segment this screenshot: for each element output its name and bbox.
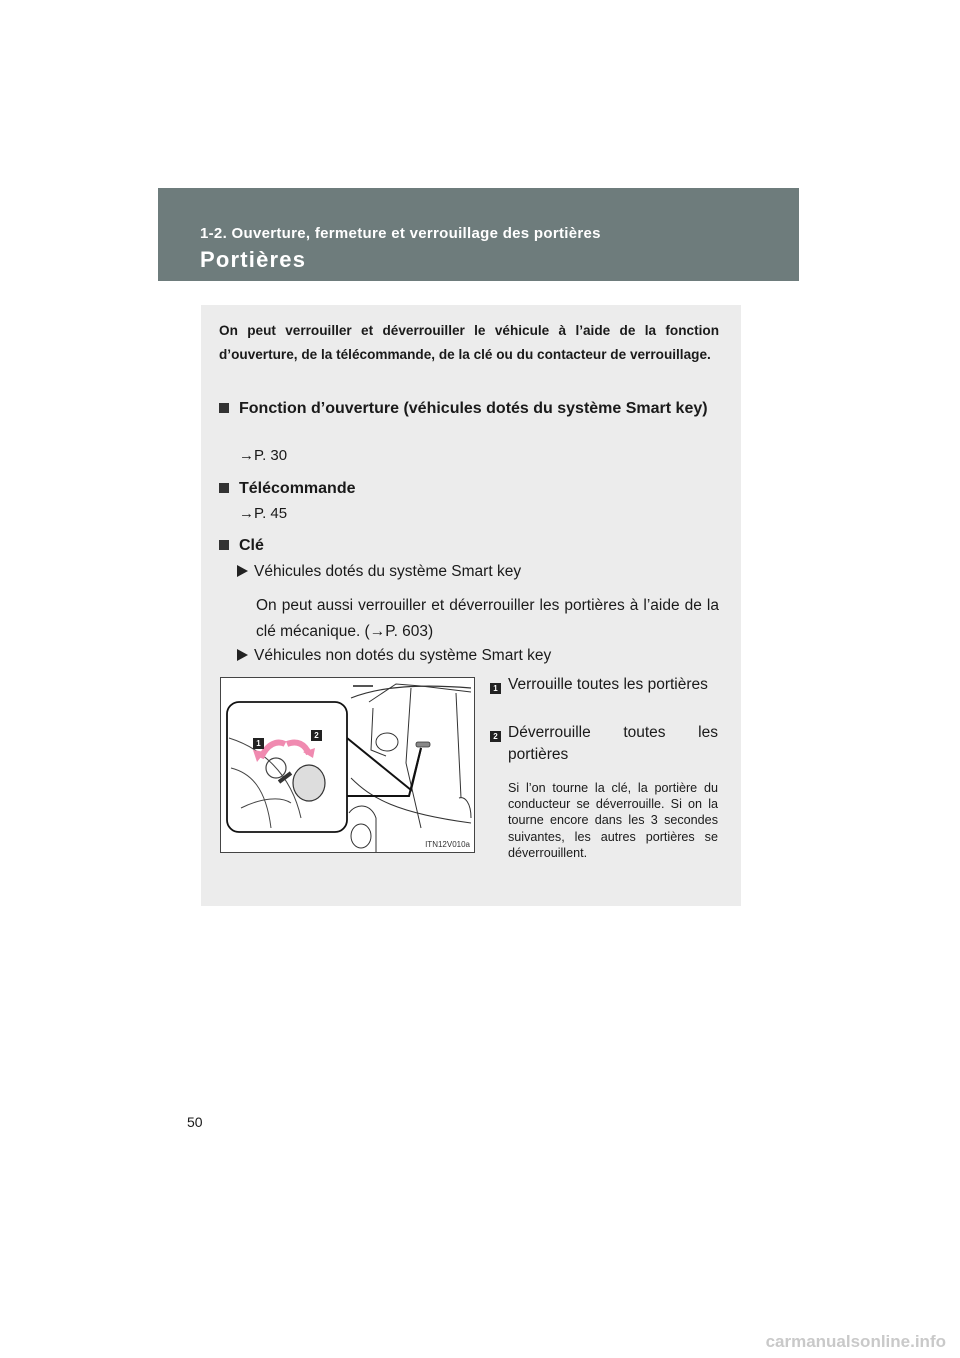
- square-bullet-icon: [219, 540, 229, 550]
- square-bullet-icon: [219, 483, 229, 493]
- triangle-bullet-icon: [237, 565, 248, 577]
- heading-cle: Clé: [219, 534, 264, 557]
- content-box: [201, 305, 741, 906]
- smart-key-text: On peut aussi verrouiller et déverrouiller les portières à l’aide de la clé mécanique. (→P. 603): [256, 597, 719, 640]
- bullet-no-smart-key: Véhicules non dotés du système Smart key: [237, 643, 551, 669]
- square-bullet-icon: [219, 403, 229, 413]
- ref-fonction: →P. 30: [239, 447, 288, 464]
- section-title: 1-2. Ouverture, fermeture et verrouillage des portières: [200, 225, 601, 242]
- page-number: 50: [187, 1114, 203, 1130]
- heading-telecommande: Télécommande: [219, 477, 355, 500]
- ref-telecommande: →P. 45: [239, 505, 288, 522]
- key-door-illustration: [220, 677, 475, 853]
- legend-item-1: Verrouille toutes les portières: [508, 676, 708, 693]
- triangle-bullet-icon: [237, 649, 248, 661]
- page-header: [158, 188, 799, 281]
- figure-badge-2: 2: [311, 730, 322, 741]
- note-text: Si l’on tourne la clé, la portière du conducteur se déverrouille. Si on la tourne encore dans les 3 secondes suivantes, les autres portières se déverrouillent.: [508, 781, 718, 860]
- legend-badge-2: 2: [490, 731, 501, 742]
- intro-text: On peut verrouiller et déverrouiller le véhicule à l’aide de la fonction d’ouverture, de la télécommande, de la clé ou du contacteur de verrouillage.: [219, 323, 719, 362]
- page-title: Portières: [200, 247, 307, 272]
- watermark: carmanualsonline.info: [765, 1332, 946, 1351]
- car-door-drawing: [221, 678, 474, 852]
- legend-item-2: Déverrouille toutes les portières: [508, 724, 718, 763]
- figure-code: ITN12V010a: [425, 840, 470, 849]
- bullet-smart-key: Véhicules dotés du système Smart key: [237, 559, 521, 585]
- legend-badge-1: 1: [490, 683, 501, 694]
- figure-badge-1: 1: [253, 738, 264, 749]
- heading-fonction: Fonction d’ouverture (véhicules dotés du système Smart key): [219, 397, 739, 420]
